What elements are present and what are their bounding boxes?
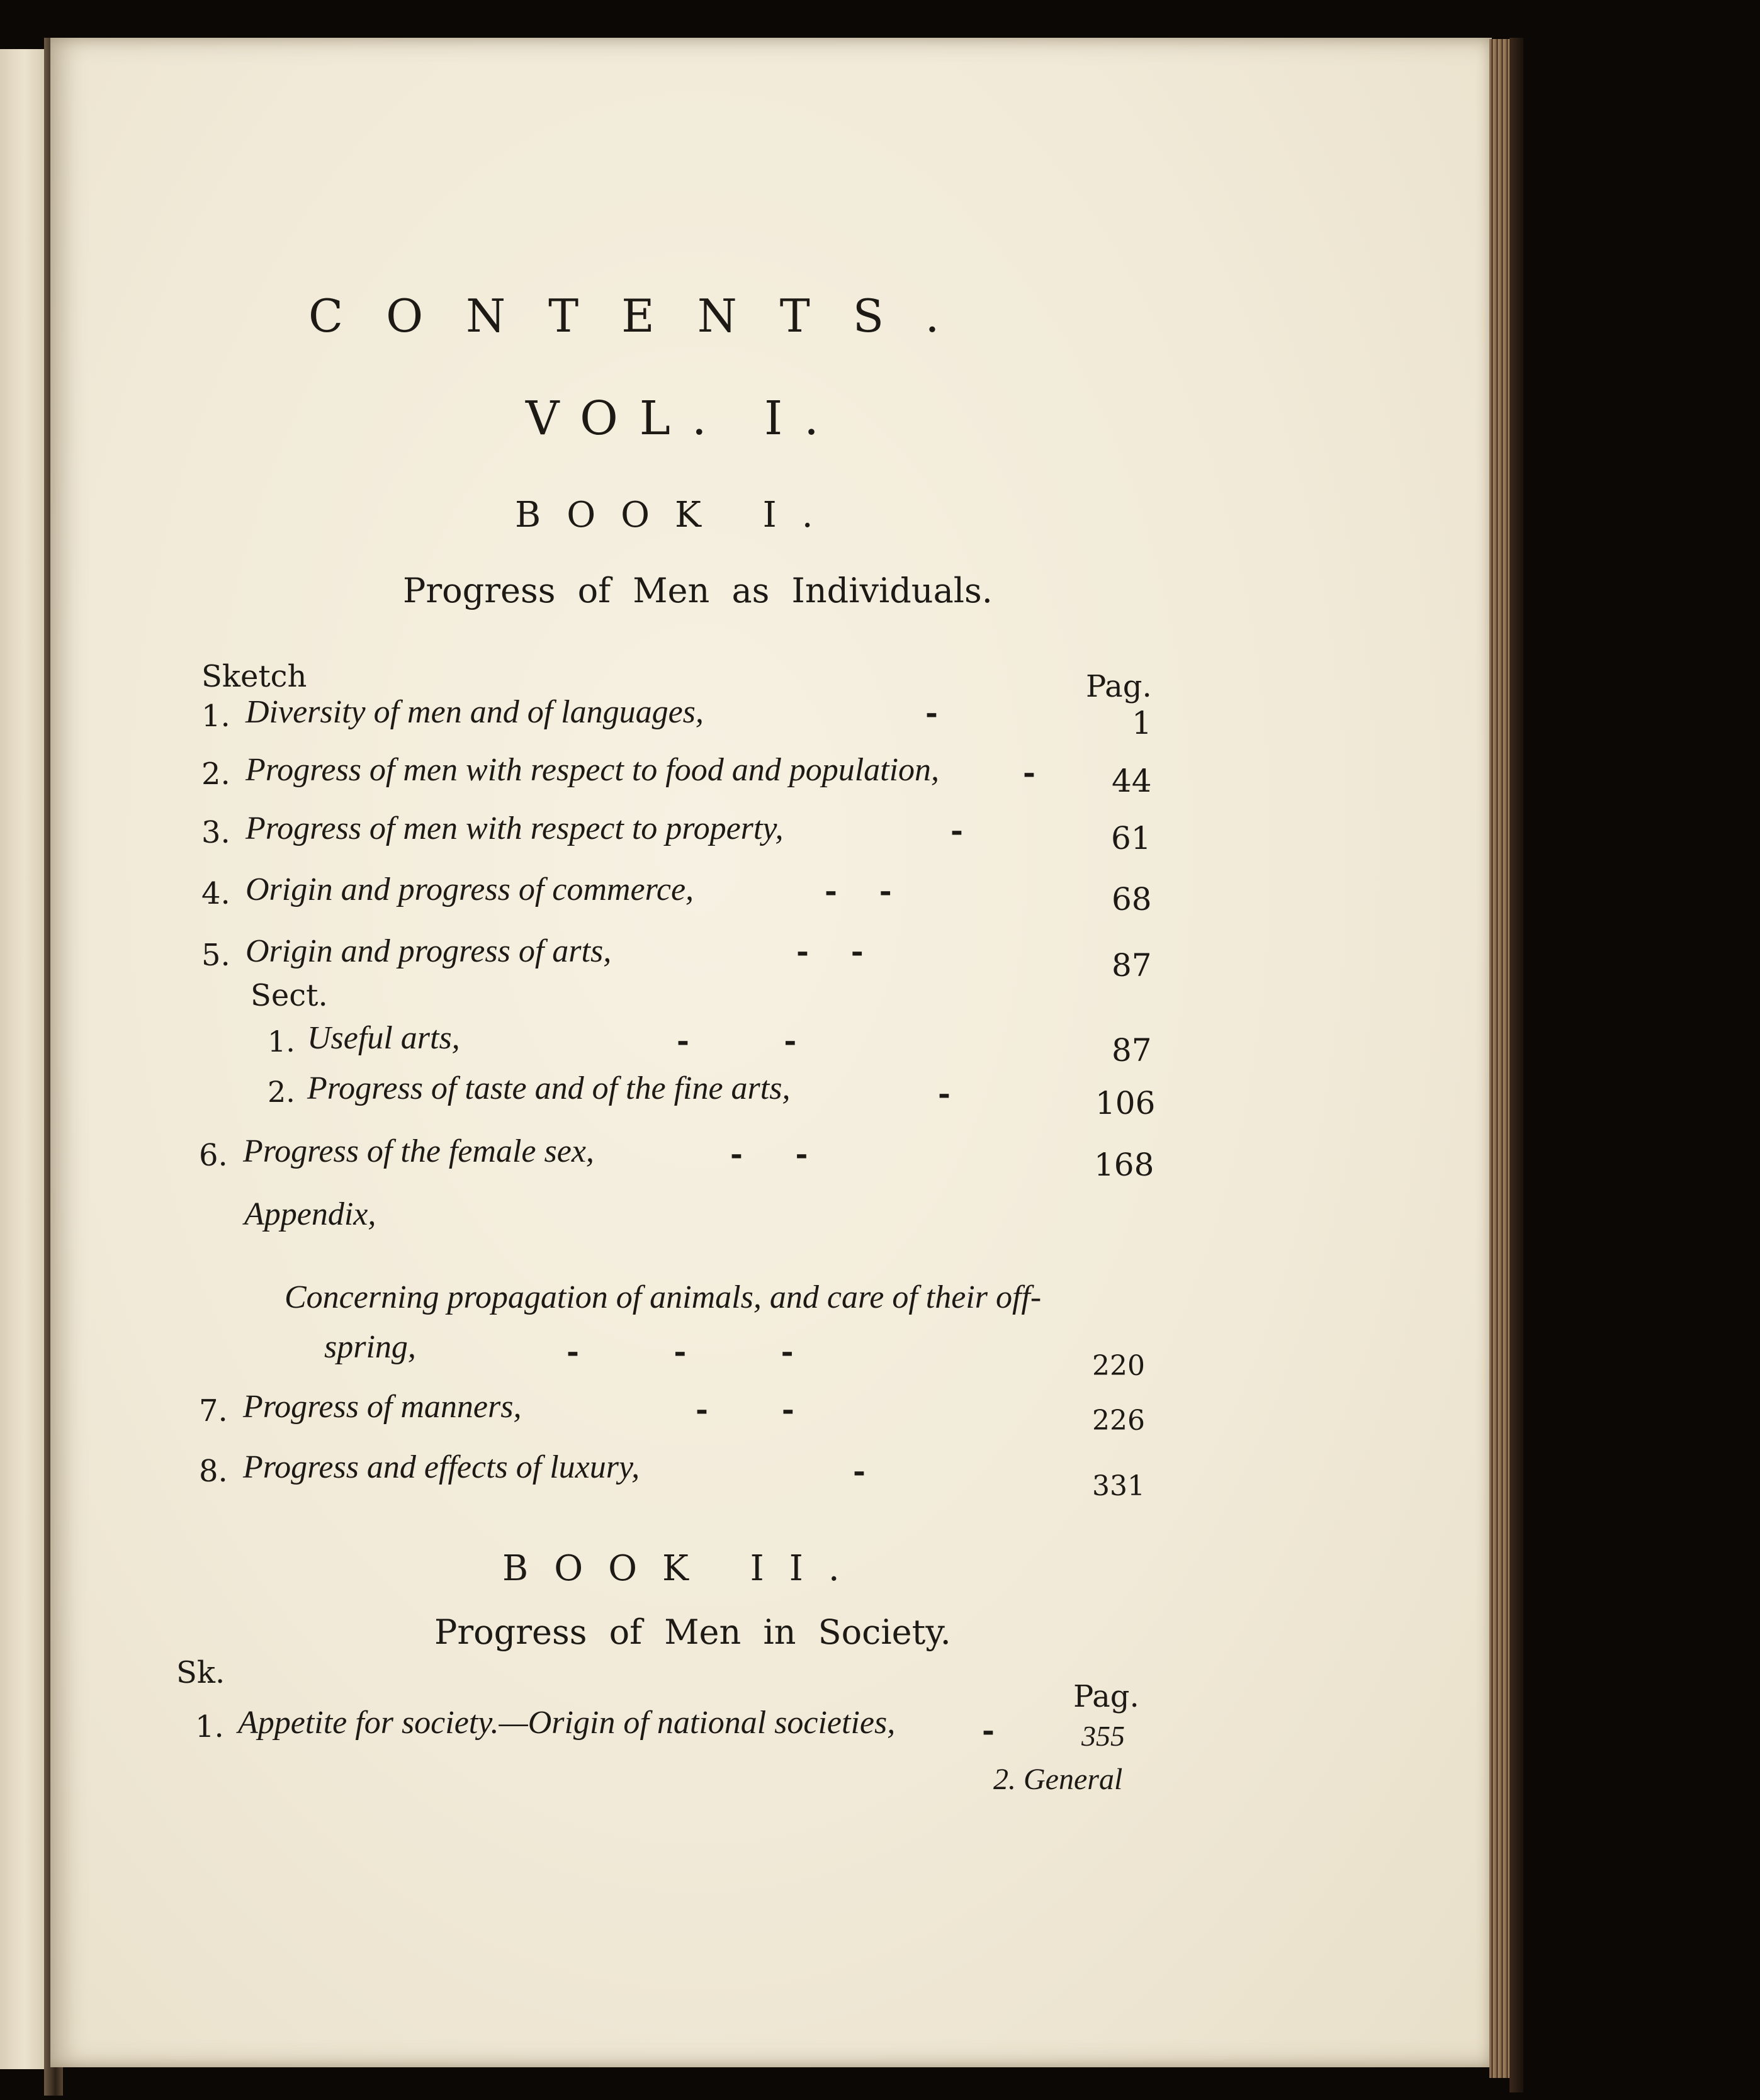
page-column-label-2: Pag. (1073, 1679, 1139, 1714)
section-title: Useful arts, (307, 1020, 460, 1056)
entry-page: 68 (1112, 881, 1152, 918)
entry-page: 87 (1112, 947, 1152, 984)
entry-leader: - - (825, 873, 892, 909)
entry-page: 61 (1111, 820, 1151, 856)
section-page: 87 (1112, 1032, 1152, 1069)
entry-leader: - (925, 695, 938, 731)
entry-leader: - - (796, 934, 864, 969)
entry-page: 44 (1112, 763, 1152, 799)
entry-title: Progress of manners, (243, 1389, 522, 1425)
entry-title: Origin and progress of commerce, (245, 872, 694, 907)
section-leader: - (938, 1076, 951, 1111)
entry-number: 4. (201, 876, 230, 911)
entry-number: 3. (201, 815, 230, 850)
section-page: 106 (1095, 1085, 1156, 1121)
entry-page: 1 (1132, 705, 1152, 741)
entry-leader: - (982, 1713, 995, 1748)
page-heading: CONTENTS. (308, 289, 983, 342)
entry-number: 6. (199, 1138, 228, 1173)
sketch-column-label: Sketch (201, 659, 307, 694)
book-one-subtitle: Progress of Men as Individuals. (403, 571, 993, 610)
sk-column-label: Sk. (176, 1655, 225, 1690)
entry-page: 331 (1092, 1470, 1145, 1502)
entry-leader: - - (696, 1392, 794, 1427)
entry-leader: - (951, 813, 963, 848)
entry-page: 168 (1094, 1147, 1154, 1183)
entry-title: Progress and effects of luxury, (243, 1449, 640, 1485)
page-column-label: Pag. (1086, 669, 1152, 704)
entry-title: Origin and progress of arts, (245, 933, 612, 969)
book-two-title: BOOK II. (502, 1548, 865, 1589)
entry-number: 2. (201, 756, 230, 792)
page-fore-edge (1489, 39, 1511, 2078)
appendix-label: Appendix, (244, 1196, 376, 1232)
catchword: 2. General (993, 1763, 1123, 1796)
book-one-title: BOOK I. (515, 495, 838, 536)
entry-leader: - (1023, 755, 1035, 790)
entry-number: 1. (195, 1709, 224, 1744)
sect-label: Sect. (251, 978, 328, 1013)
entry-title: Progress of the female sex, (243, 1133, 594, 1169)
section-number: 1. (268, 1025, 295, 1058)
appendix-page: 220 (1092, 1350, 1145, 1382)
entry-page: 226 (1092, 1405, 1145, 1437)
section-leader: - - (677, 1023, 797, 1058)
entry-title: Appetite for society.—Origin of national societies, (238, 1705, 896, 1741)
appendix-title-line1: Concerning propagation of animals, and care of their off- (285, 1279, 1042, 1315)
entry-leader: - (853, 1454, 866, 1489)
entry-page: 355 (1081, 1720, 1125, 1752)
entry-number: 1. (201, 699, 230, 734)
section-title: Progress of taste and of the fine arts, (307, 1070, 791, 1106)
appendix-leader: - - - (567, 1334, 794, 1369)
entry-title: Progress of men with respect to food and population, (245, 752, 940, 788)
book-two-subtitle: Progress of Men in Society. (434, 1612, 951, 1652)
volume-title: VOL. I. (526, 391, 840, 446)
appendix-title-line2: spring, (324, 1329, 416, 1365)
section-number: 2. (268, 1075, 295, 1109)
entry-leader: - - (730, 1137, 808, 1172)
entry-number: 7. (199, 1393, 228, 1429)
contents-page (50, 38, 1492, 2067)
book-cover-edge (1509, 38, 1523, 2092)
entry-title: Diversity of men and of languages, (245, 694, 704, 730)
entry-title: Progress of men with respect to property, (245, 811, 784, 846)
entry-number: 5. (201, 938, 230, 973)
entry-number: 8. (199, 1454, 228, 1489)
